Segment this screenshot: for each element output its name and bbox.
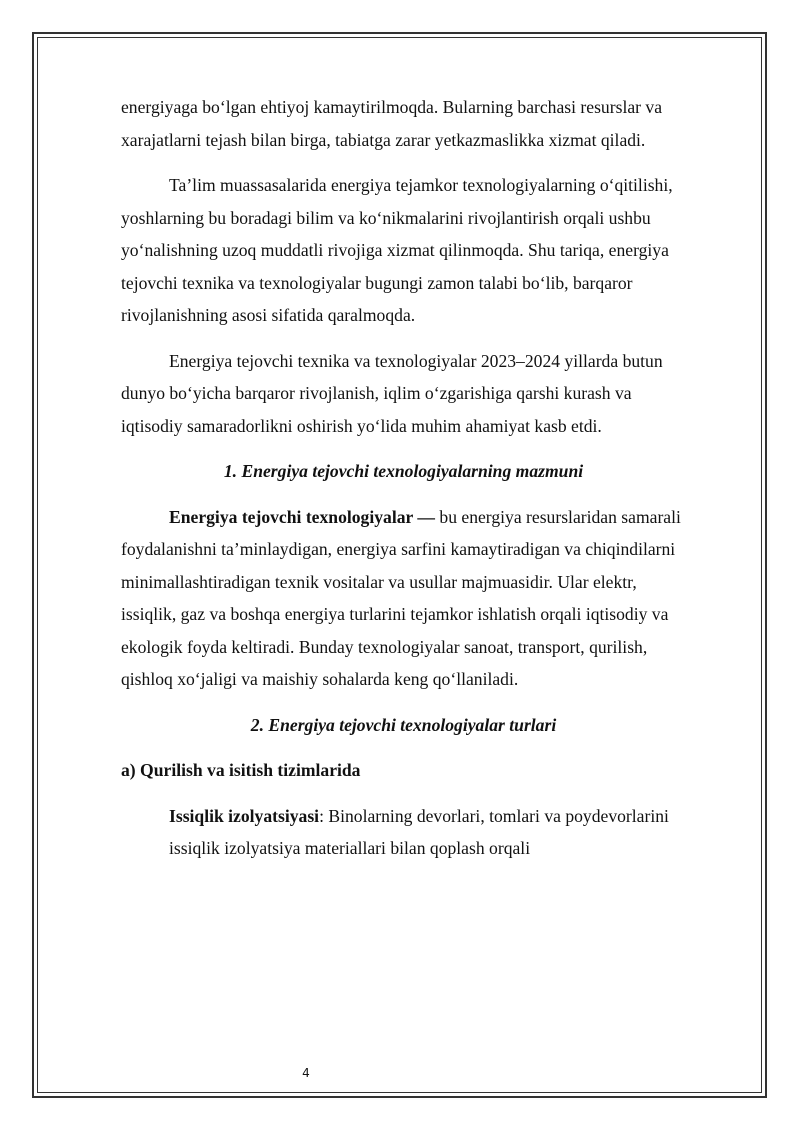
definition-term: Energiya tejovchi texnologiyalar — bbox=[169, 506, 435, 527]
list-item-insulation bbox=[121, 800, 686, 865]
paragraph-definition bbox=[121, 501, 686, 696]
definition-text: bu energiya resurslaridan samarali foydalanishni ta’minlaydigan, energiya sarfini kamaytiradigan va chiqindilarni minimallashtiradigan texnik vositalar va usullar majmuasidir. Ular elektr, issiqlik, gaz va boshqa energiya turlarini tejamkor ishlatish orqali iqtisodiy va ekologik foyda keltiradi. Bunday texnologiyalar sanoat, transport, qurilish, qishloq xo‘jaligi va maishiy sohalarda keng qo‘llaniladi. bbox=[121, 506, 681, 689]
subsection-heading-a: a) Qurilish va isitish tizimlarida bbox=[121, 760, 361, 780]
item-text: : Binolarning devorlari, tomlari va poydevorlarini issiqlik izolyatsiya materiallari bilan qoplash orqali bbox=[169, 805, 669, 858]
page-number: 4 bbox=[302, 1066, 310, 1080]
paragraph-education: Ta’lim muassasalarida energiya tejamkor texnologiyalarning o‘qitilishi, yoshlarning bu boradagi bilim va ko‘nikmalarini rivojlantirish orqali ushbu yo‘nalishning uzoq muddatli rivojiga xizmat qilinmoqda. Shu tariqa, energiya tejovchi texnika va texnologiyalar bugungi zamon talabi bo‘lib, barqaror rivojlanishning asosi sifatida qaralmoqda. bbox=[121, 175, 673, 325]
paragraph-continuation: energiyaga bo‘lgan ehtiyoj kamaytirilmoqda. Bularning barchasi resurslar va xarajatlarni tejash bilan birga, tabiatga zarar yetkazmaslikka xizmat qiladi. bbox=[121, 97, 662, 150]
item-term: Issiqlik izolyatsiyasi bbox=[169, 805, 320, 826]
section-heading-1: 1. Energiya tejovchi texnologiyalarning mazmuni bbox=[223, 461, 584, 481]
document-body bbox=[121, 91, 686, 865]
section-heading-2: 2. Energiya tejovchi texnologiyalar turlari bbox=[250, 714, 557, 735]
paragraph-global: Energiya tejovchi texnika va texnologiyalar 2023–2024 yillarda butun dunyo bo‘yicha barqaror rivojlanish, iqlim o‘zgarishiga qarshi kurash va iqtisodiy samaradorlikni oshirish yo‘lida muhim ahamiyat kasb etdi. bbox=[121, 350, 663, 436]
